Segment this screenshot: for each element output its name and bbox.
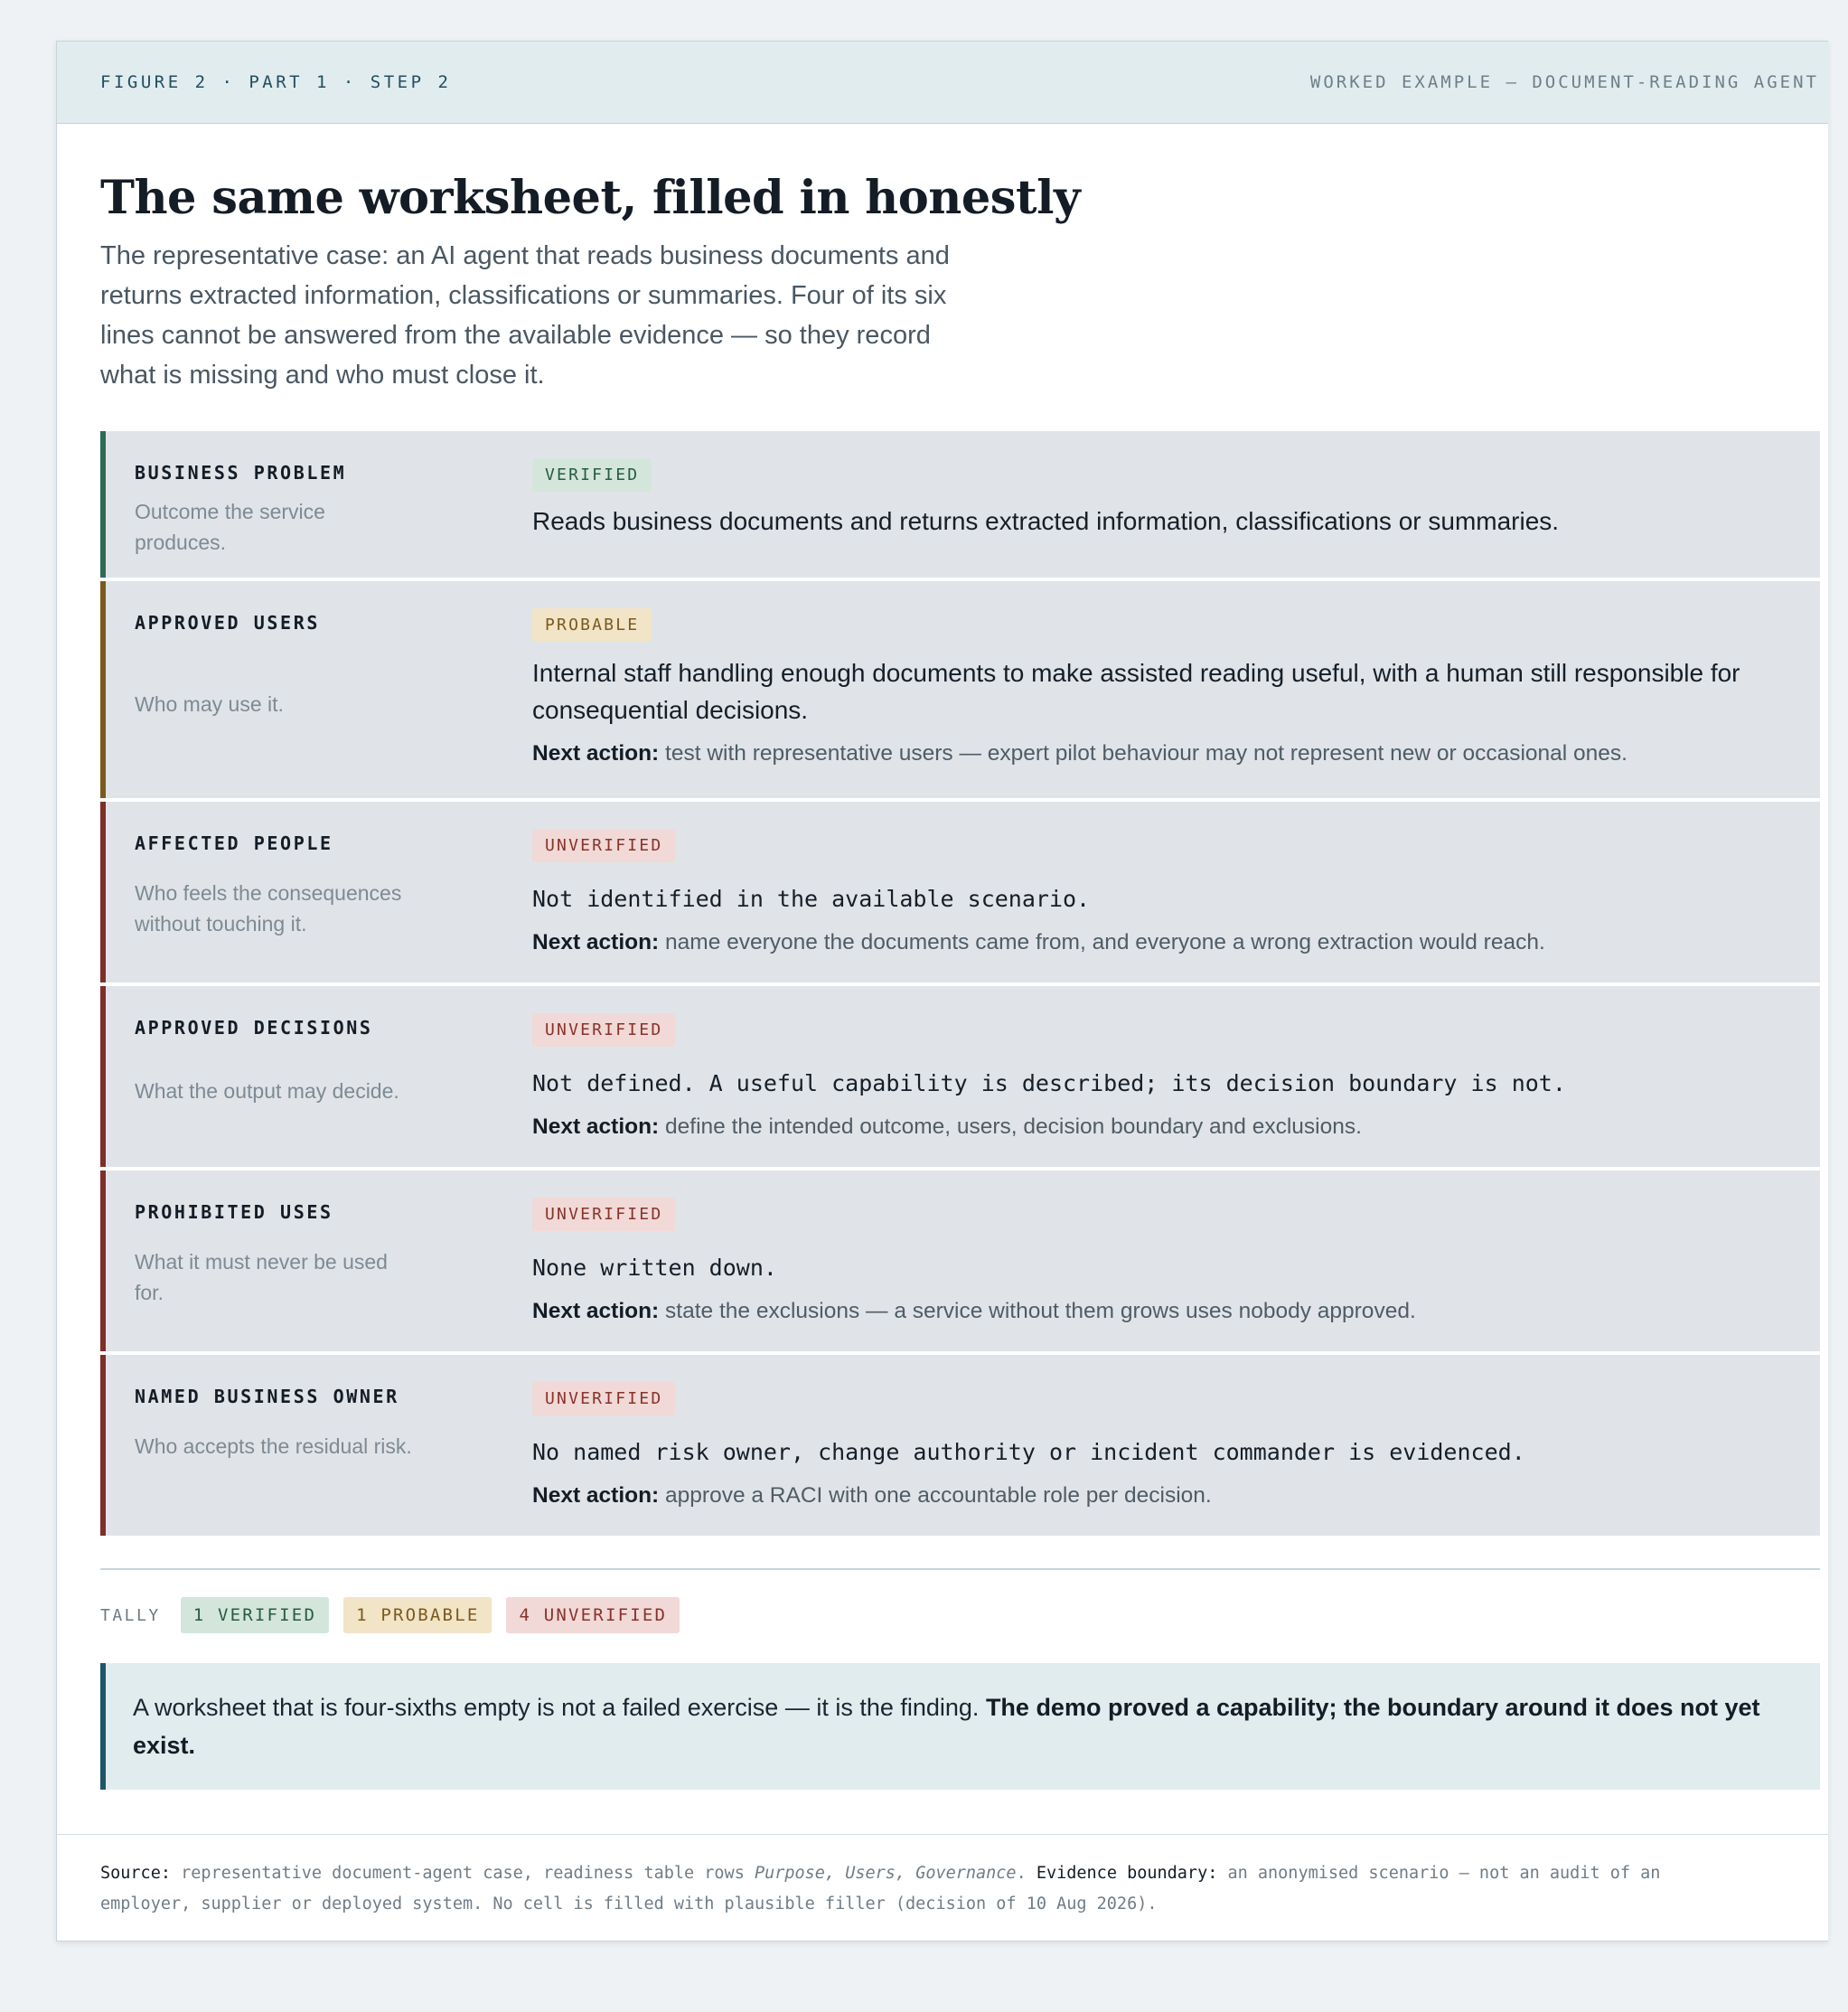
page-title: The same worksheet, filled in honestly xyxy=(100,171,1081,225)
worksheet-row-business-problem xyxy=(100,431,1820,578)
lede-paragraph: The representative case: an AI agent that reads business documents and returns extracted information, classifications or summaries. Four of its six lines cannot be answered from the available evidence — so they record what is missing and who must close it. xyxy=(100,241,950,390)
next-action-label: Next action: xyxy=(532,741,660,766)
row-description: What it must never be used for. xyxy=(135,1250,388,1304)
tally-unverified-badge: 4 UNVERIFIED xyxy=(506,1597,680,1633)
evidence-label: Evidence boundary: xyxy=(1036,1864,1218,1883)
tally-verified-badge: 1 VERIFIED xyxy=(181,1597,329,1633)
source-footer: Source: representative document-agent case, readiness table rows Purpose, Users, Governance. Evidence boundary: an anonymised scenario — not an audit of an employer, supplier or deployed system. No cell is filled with plausible filler (decision of 10 Aug 2026). xyxy=(57,1834,1828,1941)
next-action-text: state the exclusions — a service without them grows uses nobody approved. xyxy=(665,1299,1416,1323)
worksheet-row-affected-people xyxy=(100,802,1820,982)
next-action-label: Next action: xyxy=(532,930,660,954)
status-badge-unverified: UNVERIFIED xyxy=(532,1382,675,1415)
status-badge-verified: VERIFIED xyxy=(532,458,652,492)
tally-label: TALLY xyxy=(100,1605,161,1625)
next-action xyxy=(532,1483,1798,1509)
tally-bar xyxy=(100,1597,1820,1633)
status-badge-probable: PROBABLE xyxy=(532,608,652,642)
callout-text: A worksheet that is four-sixths empty is not a failed exercise — it is the finding. xyxy=(133,1694,980,1721)
row-answer: Internal staff handling enough documents to make assisted reading useful, with a human still responsible for consequential decisions. xyxy=(532,659,1740,724)
next-action-label: Next action: xyxy=(532,1299,660,1323)
row-answer: Not identified in the available scenario. xyxy=(532,886,1091,912)
worksheet-row-named-business-owner xyxy=(100,1355,1820,1536)
next-action xyxy=(532,1114,1798,1140)
next-action-label: Next action: xyxy=(532,1483,660,1508)
row-description: What the output may decide. xyxy=(135,1079,399,1103)
row-name: NAMED BUSINESS OWNER xyxy=(135,1386,399,1407)
figure-card xyxy=(56,41,1828,1941)
row-description: Who feels the consequences without touching it. xyxy=(135,881,402,935)
figure-content xyxy=(57,171,1828,1790)
row-name: AFFECTED PEOPLE xyxy=(135,832,333,854)
figure-header xyxy=(57,42,1828,124)
finding-callout xyxy=(100,1663,1820,1790)
row-answer: Not defined. A useful capability is described; its decision boundary is not. xyxy=(532,1070,1566,1096)
next-action xyxy=(532,741,1798,766)
next-action-text: approve a RACI with one accountable role per decision. xyxy=(665,1483,1212,1508)
divider xyxy=(100,1568,1820,1570)
row-description: Who accepts the residual risk. xyxy=(135,1434,412,1458)
row-description: Outcome the service produces. xyxy=(135,500,325,554)
next-action xyxy=(532,1299,1798,1324)
next-action-label: Next action: xyxy=(532,1114,660,1139)
row-answer: Reads business documents and returns extracted information, classifications or summaries. xyxy=(532,507,1560,535)
next-action-text: test with representative users — expert pilot behaviour may not represent new or occasional ones. xyxy=(665,741,1628,766)
source-text: representative document-agent case, readiness table rows xyxy=(181,1864,745,1883)
row-name: PROHIBITED USES xyxy=(135,1201,333,1223)
worksheet-table xyxy=(100,431,1820,1536)
tally-probable-badge: 1 PROBABLE xyxy=(343,1597,492,1633)
next-action xyxy=(532,930,1798,955)
figure-context-label: WORKED EXAMPLE — DOCUMENT-READING AGENT xyxy=(1309,72,1819,92)
row-name: APPROVED DECISIONS xyxy=(135,1017,373,1039)
row-answer: None written down. xyxy=(532,1255,777,1281)
row-name: APPROVED USERS xyxy=(135,612,320,634)
row-answer: No named risk owner, change authority or incident commander is evidenced. xyxy=(532,1439,1525,1465)
evidence-text: an anonymised scenario — not an audit of an employer, supplier or deployed system. No cell is filled with plausible filler (decision of 10 Aug 2026). xyxy=(100,1864,1661,1913)
row-description: Who may use it. xyxy=(135,692,284,716)
status-badge-unverified: UNVERIFIED xyxy=(532,1198,675,1231)
status-badge-unverified: UNVERIFIED xyxy=(532,829,675,862)
figure-eyebrow: FIGURE 2 · PART 1 · STEP 2 xyxy=(100,72,452,92)
source-label: Source: xyxy=(100,1864,171,1883)
worksheet-row-prohibited-uses xyxy=(100,1171,1820,1351)
status-badge-unverified: UNVERIFIED xyxy=(532,1013,675,1047)
worksheet-row-approved-decisions xyxy=(100,986,1820,1167)
next-action-text: name everyone the documents came from, and everyone a wrong extraction would reach. xyxy=(665,930,1545,954)
callout-emphasis: The demo proved a capability; the boundary around it does not yet exist. xyxy=(133,1694,1760,1759)
next-action-text: define the intended outcome, users, decision boundary and exclusions. xyxy=(665,1114,1362,1139)
source-rows: Purpose, Users, Governance xyxy=(754,1864,1017,1883)
row-name: BUSINESS PROBLEM xyxy=(135,462,347,484)
worksheet-row-approved-users xyxy=(100,581,1820,798)
